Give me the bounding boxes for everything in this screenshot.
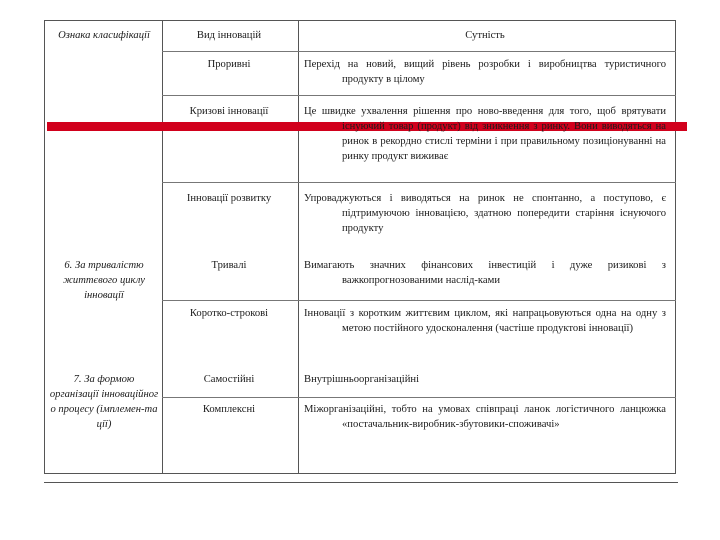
- row-divider: [162, 397, 676, 398]
- row-divider: [162, 300, 676, 301]
- row-divider: [162, 95, 676, 96]
- essence-text: Вимагають значних фінансових інвестицій і дуже ризикові з важкопрогнозованими наслід-ками: [304, 260, 666, 286]
- row-type: Коротко-строкові: [189, 308, 269, 319]
- row-divider: [162, 182, 676, 183]
- row-essence: [304, 402, 666, 432]
- row-essence: [304, 372, 666, 387]
- row-essence: [304, 258, 666, 288]
- essence-text: Інновації з коротким життєвим циклом, які напрацьовуються одна на одну з метою постійного удосконалення (частіше продуктові інновації): [304, 308, 666, 334]
- header-classification: Ознака класифікації: [58, 30, 150, 41]
- row-classification: 7. За формою організації інноваційног о процесу (імплемен-та ції): [49, 374, 159, 430]
- bottom-rule: [44, 482, 678, 483]
- header-essence: Сутність: [465, 30, 505, 41]
- row-type: Тривалі: [211, 260, 247, 271]
- column-divider: [162, 20, 163, 474]
- essence-text: Це швидке ухвалення рішення про ново-введення для того, щоб врятувати існуючий товар (продукт) від зникнення з ринку. Вони виводяться на ринок в рекордно стислі терміни і при правильному позиціонуванні на ринку продукт виживає: [304, 106, 666, 162]
- row-type: Кризові інновації: [189, 106, 269, 117]
- row-essence: [304, 57, 666, 87]
- essence-text: Перехід на новий, вищий рівень розробки і виробництва туристичного продукту в цілому: [304, 59, 666, 85]
- essence-text: Внутрішньоорганізаційні: [304, 374, 420, 385]
- essence-text: Міжорганізаційні, тобто на умовах співпраці ланок логістичного ланцюжка «постачальник-виробник-збутовики-споживачі»: [304, 404, 666, 430]
- row-essence: [304, 104, 666, 164]
- essence-text: Упроваджуються і виводяться на ринок не спонтанно, а поступово, є підтримуючою інновацією, здатною попередити старіння існуючого продукту: [304, 193, 666, 234]
- row-type: Інновації розвитку: [186, 193, 272, 204]
- row-type: Самостійні: [203, 374, 255, 385]
- row-essence: [304, 191, 666, 236]
- row-essence: [304, 306, 666, 336]
- column-divider: [298, 20, 299, 474]
- row-type: Проривні: [207, 59, 251, 70]
- row-classification: 6. За тривалістю життєвого циклу інновації: [63, 260, 145, 301]
- header-type: Вид інновацій: [196, 30, 262, 41]
- row-divider: [162, 51, 676, 52]
- row-type: Комплексні: [202, 404, 256, 415]
